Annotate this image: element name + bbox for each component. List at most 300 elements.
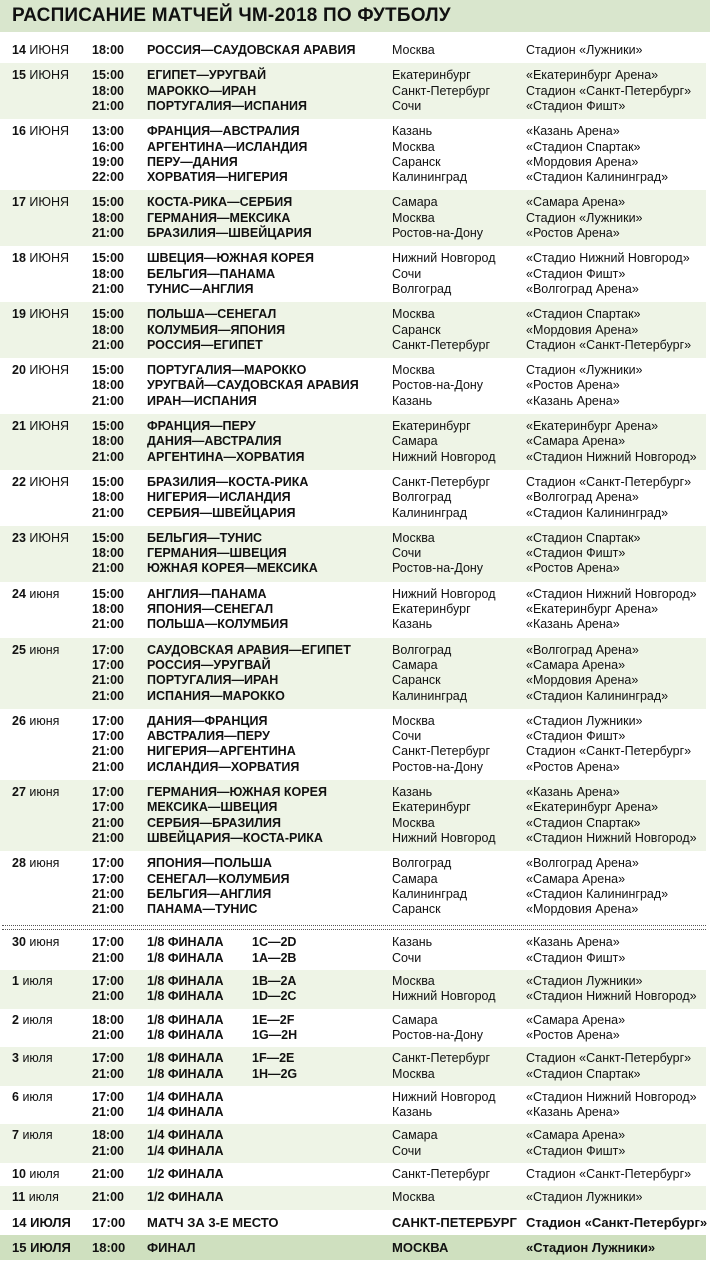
match-time: 18:00: [92, 266, 124, 281]
match-row: [0, 800, 706, 815]
match-time: 17:00: [92, 935, 124, 950]
match-row: [0, 226, 706, 241]
match-time: 16:00: [92, 139, 124, 154]
match-row: [0, 989, 706, 1004]
match-time: 22:00: [92, 170, 124, 185]
match-time: 21:00: [92, 830, 124, 845]
match-row: [0, 1090, 706, 1105]
match-venue: «Стадион Лужники»: [526, 1239, 656, 1255]
match-teams: НИГЕРИЯ—АРГЕНТИНА: [147, 744, 296, 759]
match-city: МОСКВА: [392, 1239, 449, 1255]
match-teams: ПОРТУГАЛИЯ—ИРАН: [147, 673, 279, 688]
match-time: 18:00: [92, 322, 124, 337]
match-city: Санкт-Петербург: [392, 1051, 491, 1066]
date-day: 27: [12, 785, 26, 799]
match-time: 21:00: [92, 1027, 124, 1042]
match-time: 13:00: [92, 124, 124, 139]
match-time: 17:00: [92, 800, 124, 815]
match-teams: БРАЗИЛИЯ—ШВЕЙЦАРИЯ: [147, 226, 312, 240]
match-time: 17:00: [92, 713, 124, 728]
match-row: [0, 1240, 706, 1255]
match-city: Нижний Новгород: [392, 1089, 496, 1104]
match-teams: ЯПОНИЯ—ПОЛЬША: [147, 856, 272, 871]
match-venue: «Казань Арена»: [526, 785, 620, 799]
match-time: 21:00: [92, 561, 124, 576]
match-venue: Стадион «Санкт-Петербург»: [526, 1214, 708, 1230]
match-venue: Стадион «Санкт-Петербург»: [526, 744, 692, 759]
date-month: ИЮНЯ: [29, 474, 70, 489]
date-day: 15 ИЮЛЯ: [12, 1239, 71, 1255]
match-row: [0, 84, 706, 99]
match-date: [12, 1215, 71, 1230]
date-day: 18: [12, 251, 26, 266]
match-venue: «Самара Арена»: [526, 871, 626, 886]
match-row: [0, 99, 706, 114]
match-time: 17:00: [92, 1089, 124, 1104]
match-venue: «Стадион Спартак»: [526, 1066, 641, 1081]
date-day: 10: [12, 1167, 26, 1181]
date-day: 17: [12, 195, 26, 210]
match-teams: БРАЗИЛИЯ—КОСТА-РИКА: [147, 474, 309, 489]
match-row: [0, 251, 706, 266]
match-date: [12, 307, 69, 322]
match-time: 21:00: [92, 337, 124, 352]
match-teams: ГЕРМАНИЯ—МЕКСИКА: [147, 210, 291, 225]
match-city: Казань: [392, 785, 433, 799]
match-stage: 1/8 ФИНАЛА: [147, 1012, 224, 1027]
date-month: июля: [22, 1051, 53, 1066]
match-city: САНКТ-ПЕТЕРБУРГ: [392, 1214, 517, 1230]
match-date: [12, 1240, 71, 1255]
date-day: 6: [12, 1089, 19, 1104]
match-venue: «Стадион Нижний Новгород»: [526, 830, 697, 845]
match-venue: «Стадион Спартак»: [526, 815, 641, 830]
match-venue: «Мордовия Арена»: [526, 902, 639, 917]
match-venue: «Волгоград Арена»: [526, 642, 639, 657]
match-row: [0, 506, 706, 521]
match-venue: «Самара Арена»: [526, 1128, 626, 1143]
match-city: Сочи: [392, 1143, 422, 1158]
match-date: [12, 643, 59, 658]
date-day: 22: [12, 474, 26, 489]
match-stage: 1/4 ФИНАЛА: [147, 1143, 224, 1158]
match-venue: «Екатеринбург Арена»: [526, 602, 659, 616]
match-city: Самара: [392, 1012, 438, 1027]
match-venue: «Стадио Нижний Новгород»: [526, 251, 690, 266]
match-venue: Стадион «Лужники»: [526, 43, 643, 57]
match-row: [0, 951, 706, 966]
match-time: 21:00: [92, 617, 124, 632]
match-row: [0, 714, 706, 729]
match-venue: «Стадион Калининград»: [526, 886, 669, 901]
match-time: 18:00: [92, 1239, 126, 1255]
match-city: Нижний Новгород: [392, 586, 496, 601]
match-time: 18:00: [92, 546, 124, 561]
match-city: Москва: [392, 307, 435, 322]
match-venue: «Ростов Арена»: [526, 226, 620, 240]
date-month: ИЮНЯ: [29, 419, 70, 433]
match-city: Саранск: [392, 673, 441, 688]
match-city: Ростов-на-Дону: [392, 561, 484, 576]
match-venue: «Ростов Арена»: [526, 561, 620, 576]
match-city: Санкт-Петербург: [392, 83, 491, 98]
match-pair: 1A—2B: [252, 950, 297, 965]
match-row: [0, 744, 706, 759]
match-row: [0, 419, 706, 434]
match-venue: «Стадион Калининград»: [526, 688, 669, 703]
match-city: Сочи: [392, 729, 422, 744]
match-date: [12, 974, 53, 989]
match-pair: 1H—2G: [252, 1066, 298, 1081]
match-city: Ростов-на-Дону: [392, 1027, 484, 1042]
date-day: 23: [12, 530, 26, 545]
match-teams: ПОЛЬША—КОЛУМБИЯ: [147, 617, 289, 632]
match-row: [0, 1105, 706, 1120]
match-teams: МАРОККО—ИРАН: [147, 83, 257, 98]
match-teams: ФРАНЦИЯ—АВСТРАЛИЯ: [147, 124, 300, 139]
match-venue: «Волгоград Арена»: [526, 856, 639, 871]
match-teams: НИГЕРИЯ—ИСЛАНДИЯ: [147, 490, 291, 505]
match-row: [0, 831, 706, 846]
match-row: [0, 394, 706, 409]
match-row: [0, 1013, 706, 1028]
match-date: [12, 1167, 60, 1182]
date-day: 26: [12, 713, 26, 728]
date-month: ИЮНЯ: [29, 43, 70, 57]
match-teams: АВСТРАЛИЯ—ПЕРУ: [147, 729, 270, 744]
match-venue: «Стадион Лужники»: [526, 1190, 643, 1205]
match-row: [0, 338, 706, 353]
match-row: [0, 872, 706, 887]
date-day: 1: [12, 974, 19, 988]
match-row: [0, 475, 706, 490]
match-row: [0, 68, 706, 83]
date-month: июля: [22, 974, 53, 988]
match-city: Нижний Новгород: [392, 989, 496, 1004]
match-time: 15:00: [92, 419, 124, 433]
match-time: 15:00: [92, 195, 124, 210]
date-day: 11: [12, 1190, 26, 1205]
match-stage: 1/4 ФИНАЛА: [147, 1105, 224, 1120]
match-venue: «Стадион Фишт»: [526, 546, 626, 561]
match-pair: 1D—2C: [252, 989, 297, 1004]
match-time: 21:00: [92, 950, 124, 965]
match-teams: ИРАН—ИСПАНИЯ: [147, 393, 257, 408]
match-city: Москва: [392, 363, 435, 378]
match-date: [12, 43, 69, 58]
date-month: июля: [22, 1089, 53, 1104]
date-day: 25: [12, 642, 26, 657]
match-city: Саранск: [392, 902, 441, 917]
match-city: Ростов-на-Дону: [392, 226, 484, 240]
match-time: 21:00: [92, 1066, 124, 1081]
match-stage: 1/4 ФИНАЛА: [147, 1128, 224, 1143]
match-city: Волгоград: [392, 642, 452, 657]
match-city: Калининград: [392, 886, 468, 901]
match-row: [0, 195, 706, 210]
match-row: [0, 140, 706, 155]
match-venue: «Ростов Арена»: [526, 759, 620, 774]
match-teams: ИСПАНИЯ—МАРОККО: [147, 688, 285, 703]
match-teams: ФРАНЦИЯ—ПЕРУ: [147, 419, 256, 433]
match-row: [0, 267, 706, 282]
match-venue: «Казань Арена»: [526, 124, 620, 139]
match-row: [0, 974, 706, 989]
match-time: 18:00: [92, 378, 124, 393]
match-teams: ПЕРУ—ДАНИЯ: [147, 154, 238, 169]
match-venue: «Стадион Лужники»: [526, 713, 643, 728]
match-teams: МЕКСИКА—ШВЕЦИЯ: [147, 800, 278, 815]
match-venue: «Самара Арена»: [526, 195, 626, 210]
date-month: ИЮЛЯ: [30, 1214, 71, 1230]
match-row: [0, 1067, 706, 1082]
match-teams: СЕНЕГАЛ—КОЛУМБИЯ: [147, 871, 290, 886]
date-month: июня: [29, 856, 60, 871]
date-month: июля: [28, 1190, 59, 1205]
match-teams: ПАНАМА—ТУНИС: [147, 902, 258, 917]
date-month: ИЮНЯ: [29, 124, 70, 139]
match-teams: БЕЛЬГИЯ—АНГЛИЯ: [147, 886, 272, 901]
match-venue: Стадион «Лужники»: [526, 363, 643, 378]
match-venue: «Стадион Фишт»: [526, 1143, 626, 1158]
match-teams: ЕГИПЕТ—УРУГВАЙ: [147, 68, 267, 83]
match-row: [0, 211, 706, 226]
match-city: Нижний Новгород: [392, 251, 496, 266]
match-row: [0, 887, 706, 902]
match-teams: КОЛУМБИЯ—ЯПОНИЯ: [147, 322, 286, 337]
match-date: [12, 587, 59, 602]
match-teams: ТУНИС—АНГЛИЯ: [147, 281, 254, 296]
date-month: июня: [29, 713, 60, 728]
match-city: Москва: [392, 139, 435, 154]
match-venue: Стадион «Санкт-Петербург»: [526, 1167, 692, 1181]
match-city: Москва: [392, 713, 435, 728]
date-month: июля: [22, 1012, 53, 1027]
date-month: ИЮНЯ: [29, 195, 70, 210]
match-venue: «Стадион Фишт»: [526, 266, 626, 281]
match-row: [0, 531, 706, 546]
match-teams: ШВЕЙЦАРИЯ—КОСТА-РИКА: [147, 830, 323, 845]
match-venue: «Стадион Фишт»: [526, 729, 626, 744]
match-date: [12, 251, 69, 266]
date-month: июля: [22, 1128, 53, 1143]
match-city: Москва: [392, 1066, 435, 1081]
match-date: [12, 124, 69, 139]
match-row: [0, 760, 706, 775]
match-venue: «Стадион Нижний Новгород»: [526, 586, 697, 601]
match-venue: «Екатеринбург Арена»: [526, 68, 659, 83]
match-city: Волгоград: [392, 281, 452, 296]
match-city: Самара: [392, 434, 438, 449]
match-city: Сочи: [392, 266, 422, 281]
match-time: 18:00: [92, 43, 124, 57]
match-row: [0, 785, 706, 800]
match-time: 18:00: [92, 490, 124, 505]
match-row: [0, 1215, 706, 1230]
date-month: ИЮНЯ: [29, 68, 70, 83]
match-row: [0, 323, 706, 338]
match-teams: РОССИЯ—УРУГВАЙ: [147, 657, 271, 672]
match-time: 21:00: [92, 902, 124, 917]
date-day: 24: [12, 586, 26, 601]
match-time: 17:00: [92, 871, 124, 886]
match-city: Екатеринбург: [392, 68, 471, 83]
match-venue: «Стадион Лужники»: [526, 974, 643, 988]
match-teams: ГЕРМАНИЯ—ШВЕЦИЯ: [147, 546, 287, 561]
date-day: 28: [12, 856, 26, 871]
match-city: Казань: [392, 1105, 433, 1120]
match-teams: ДАНИЯ—АВСТРАЛИЯ: [147, 434, 282, 449]
match-row: [0, 1167, 706, 1182]
match-date: [12, 475, 69, 490]
date-day: 16: [12, 124, 26, 139]
match-stage: 1/8 ФИНАЛА: [147, 935, 224, 950]
match-venue: «Волгоград Арена»: [526, 490, 639, 505]
match-pair: 1B—2A: [252, 974, 297, 988]
match-row: [0, 1190, 706, 1205]
match-row: [0, 643, 706, 658]
match-city: Казань: [392, 617, 433, 632]
match-city: Москва: [392, 815, 435, 830]
date-month: июня: [29, 935, 60, 950]
match-row: [0, 307, 706, 322]
match-teams: ПОРТУГАЛИЯ—МАРОККО: [147, 363, 307, 378]
match-venue: «Мордовия Арена»: [526, 322, 639, 337]
match-stage: МАТЧ ЗА 3-Е МЕСТО: [147, 1214, 279, 1230]
match-venue: «Мордовия Арена»: [526, 154, 639, 169]
match-venue: «Самара Арена»: [526, 657, 626, 672]
match-time: 21:00: [92, 1190, 124, 1205]
match-city: Екатеринбург: [392, 800, 471, 815]
match-city: Санкт-Петербург: [392, 474, 491, 489]
page-title: [0, 0, 710, 32]
date-day: 20: [12, 363, 26, 378]
match-venue: «Стадион Спартак»: [526, 139, 641, 154]
date-month: июля: [29, 1167, 60, 1181]
match-city: Екатеринбург: [392, 419, 471, 433]
match-venue: Стадион «Санкт-Петербург»: [526, 337, 692, 352]
match-time: 21:00: [92, 98, 124, 113]
match-venue: «Мордовия Арена»: [526, 673, 639, 688]
match-teams: АРГЕНТИНА—ИСЛАНДИЯ: [147, 139, 308, 154]
match-city: Санкт-Петербург: [392, 1167, 491, 1181]
match-teams: РОССИЯ—САУДОВСКАЯ АРАВИЯ: [147, 43, 356, 57]
match-date: [12, 1051, 53, 1066]
match-row: [0, 587, 706, 602]
match-time: 15:00: [92, 251, 124, 266]
match-teams: СЕРБИЯ—БРАЗИЛИЯ: [147, 815, 281, 830]
match-city: Екатеринбург: [392, 602, 471, 616]
match-city: Санкт-Петербург: [392, 744, 491, 759]
date-month: июня: [29, 785, 60, 799]
date-month: ИЮНЯ: [29, 363, 70, 378]
match-time: 15:00: [92, 68, 124, 83]
section-separator: [2, 925, 706, 930]
match-time: 15:00: [92, 307, 124, 322]
match-time: 19:00: [92, 154, 124, 169]
match-venue: Стадион «Санкт-Петербург»: [526, 474, 692, 489]
date-day: 14: [12, 1214, 27, 1230]
match-city: Москва: [392, 210, 435, 225]
match-teams: ЮЖНАЯ КОРЕЯ—МЕКСИКА: [147, 561, 318, 576]
match-stage: 1/8 ФИНАЛА: [147, 1027, 224, 1042]
match-row: [0, 434, 706, 449]
match-time: 21:00: [92, 281, 124, 296]
match-time: 21:00: [92, 226, 124, 240]
match-row: [0, 617, 706, 632]
match-venue: «Ростов Арена»: [526, 378, 620, 393]
match-time: 18:00: [92, 210, 124, 225]
match-city: Сочи: [392, 950, 422, 965]
match-time: 21:00: [92, 393, 124, 408]
match-time: 18:00: [92, 83, 124, 98]
match-venue: «Стадион Калининград»: [526, 505, 669, 520]
match-city: Казань: [392, 935, 433, 950]
match-city: Самара: [392, 657, 438, 672]
match-city: Казань: [392, 393, 433, 408]
match-row: [0, 155, 706, 170]
match-city: Сочи: [392, 546, 422, 561]
match-venue: «Екатеринбург Арена»: [526, 800, 659, 815]
match-city: Саранск: [392, 154, 441, 169]
match-city: Калининград: [392, 170, 468, 185]
match-venue: «Стадион Спартак»: [526, 307, 641, 322]
match-time: 21:00: [92, 688, 124, 703]
date-day: 30: [12, 935, 26, 950]
match-row: [0, 1028, 706, 1043]
match-teams: БЕЛЬГИЯ—ПАНАМА: [147, 266, 276, 281]
date-day: 14: [12, 43, 26, 57]
match-time: 21:00: [92, 505, 124, 520]
match-time: 17:00: [92, 657, 124, 672]
match-venue: «Стадион Калининград»: [526, 170, 669, 185]
match-city: Москва: [392, 1190, 435, 1205]
match-teams: ПОРТУГАЛИЯ—ИСПАНИЯ: [147, 98, 308, 113]
match-date: [12, 1090, 53, 1105]
match-teams: АНГЛИЯ—ПАНАМА: [147, 586, 267, 601]
match-date: [12, 714, 59, 729]
match-stage: 1/4 ФИНАЛА: [147, 1089, 224, 1104]
match-row: [0, 902, 706, 917]
match-city: Волгоград: [392, 490, 452, 505]
match-time: 21:00: [92, 1105, 124, 1120]
match-time: 21:00: [92, 1167, 124, 1181]
match-city: Казань: [392, 124, 433, 139]
match-time: 17:00: [92, 974, 124, 988]
match-date: [12, 419, 69, 434]
match-row: [0, 378, 706, 393]
date-month: ИЮНЯ: [29, 307, 70, 322]
match-teams: СЕРБИЯ—ШВЕЙЦАРИЯ: [147, 505, 296, 520]
match-row: [0, 673, 706, 688]
date-day: 7: [12, 1128, 19, 1143]
match-time: 18:00: [92, 434, 124, 449]
match-city: Санкт-Петербург: [392, 337, 491, 352]
match-date: [12, 68, 69, 83]
match-row: [0, 490, 706, 505]
match-row: [0, 689, 706, 704]
match-time: 17:00: [92, 642, 124, 657]
match-city: Москва: [392, 43, 435, 57]
match-stage: 1/8 ФИНАЛА: [147, 950, 224, 965]
date-month: июня: [29, 642, 60, 657]
match-row: [0, 658, 706, 673]
match-date: [12, 531, 69, 546]
date-day: 15: [12, 68, 26, 83]
match-row: [0, 1144, 706, 1159]
match-teams: ГЕРМАНИЯ—ЮЖНАЯ КОРЕЯ: [147, 785, 327, 799]
match-row: [0, 124, 706, 139]
